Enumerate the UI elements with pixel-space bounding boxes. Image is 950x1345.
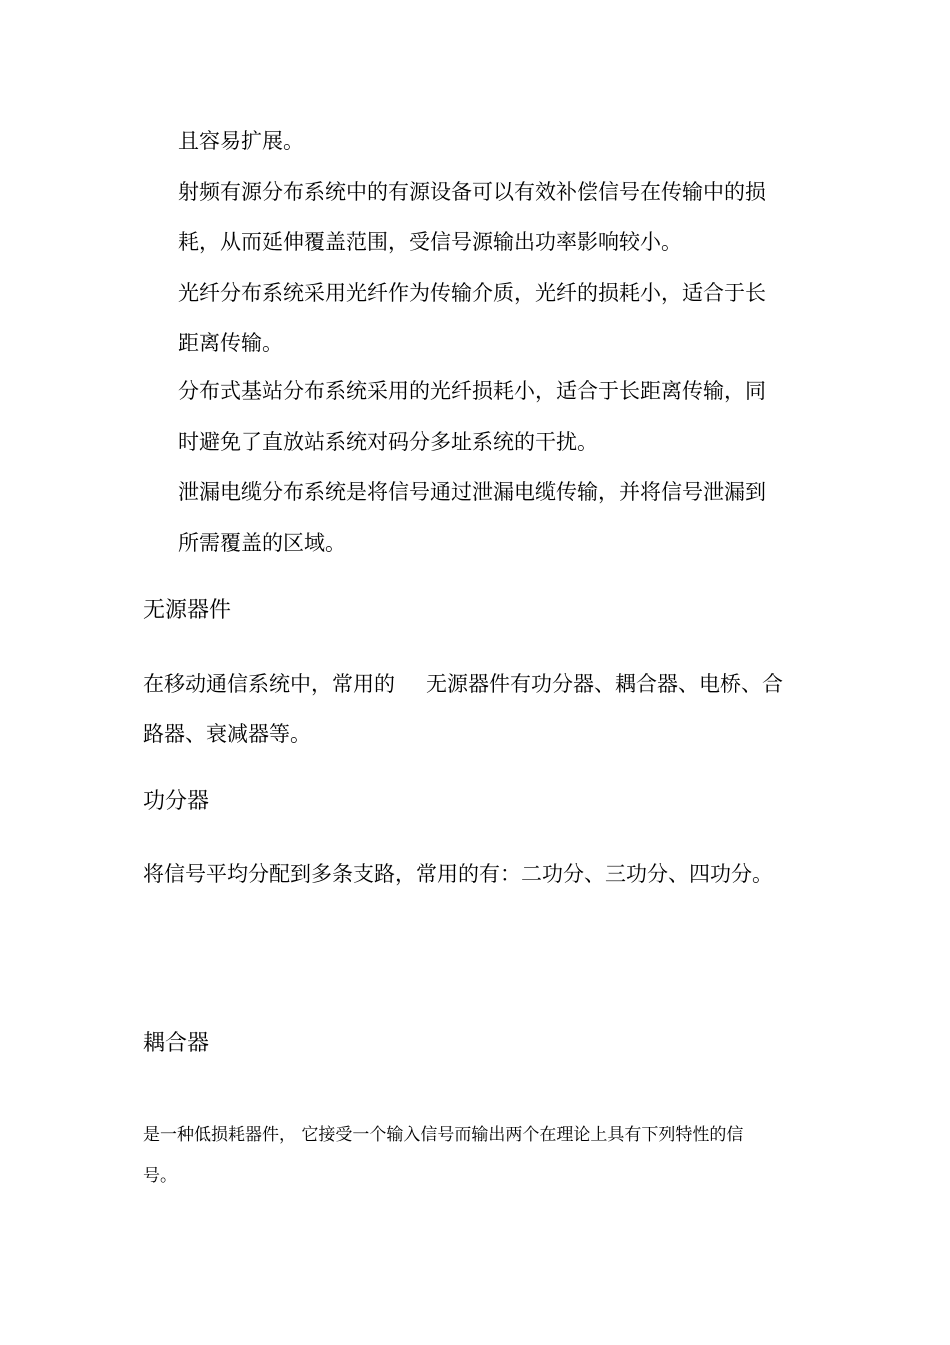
intro-line-1: 且容易扩展。 — [178, 129, 304, 153]
leaky-cable-line-2: 所需覆盖的区域。 — [178, 531, 346, 555]
fiber-line-2: 距离传输。 — [178, 331, 283, 355]
coupler-heading: 耦合器 — [143, 1031, 210, 1056]
rf-active-line-2: 耗，从而延伸覆盖范围，受信号源输出功率影响较小。 — [178, 230, 682, 254]
distributed-bs-line-2: 时避免了直放站系统对码分多址系统的干扰。 — [178, 430, 598, 454]
passive-line-2: 路器、衰减器等。 — [143, 722, 311, 746]
splitter-heading: 功分器 — [143, 789, 210, 814]
splitter-line-1: 将信号平均分配到多条支路，常用的有：二功分、三功分、四功分。 — [143, 862, 773, 886]
rf-active-line-1: 射频有源分布系统中的有源设备可以有效补偿信号在传输中的损 — [178, 180, 766, 204]
passive-line-1b: 无源器件有功分器、耦合器、电桥、合 — [426, 672, 783, 696]
passive-line-1a: 在移动通信系统中，常用的 — [143, 672, 395, 696]
leaky-cable-line-1: 泄漏电缆分布系统是将信号通过泄漏电缆传输，并将信号泄漏到 — [178, 480, 766, 504]
distributed-bs-line-1: 分布式基站分布系统采用的光纤损耗小，适合于长距离传输，同 — [178, 379, 766, 403]
fiber-line-1: 光纤分布系统采用光纤作为传输介质，光纤的损耗小，适合于长 — [178, 281, 766, 305]
passive-heading: 无源器件 — [143, 598, 232, 623]
coupler-line-2: 号。 — [143, 1166, 177, 1186]
coupler-line-1: 是一种低损耗器件， 它接受一个输入信号而输出两个在理论上具有下列特性的信 — [143, 1125, 744, 1145]
